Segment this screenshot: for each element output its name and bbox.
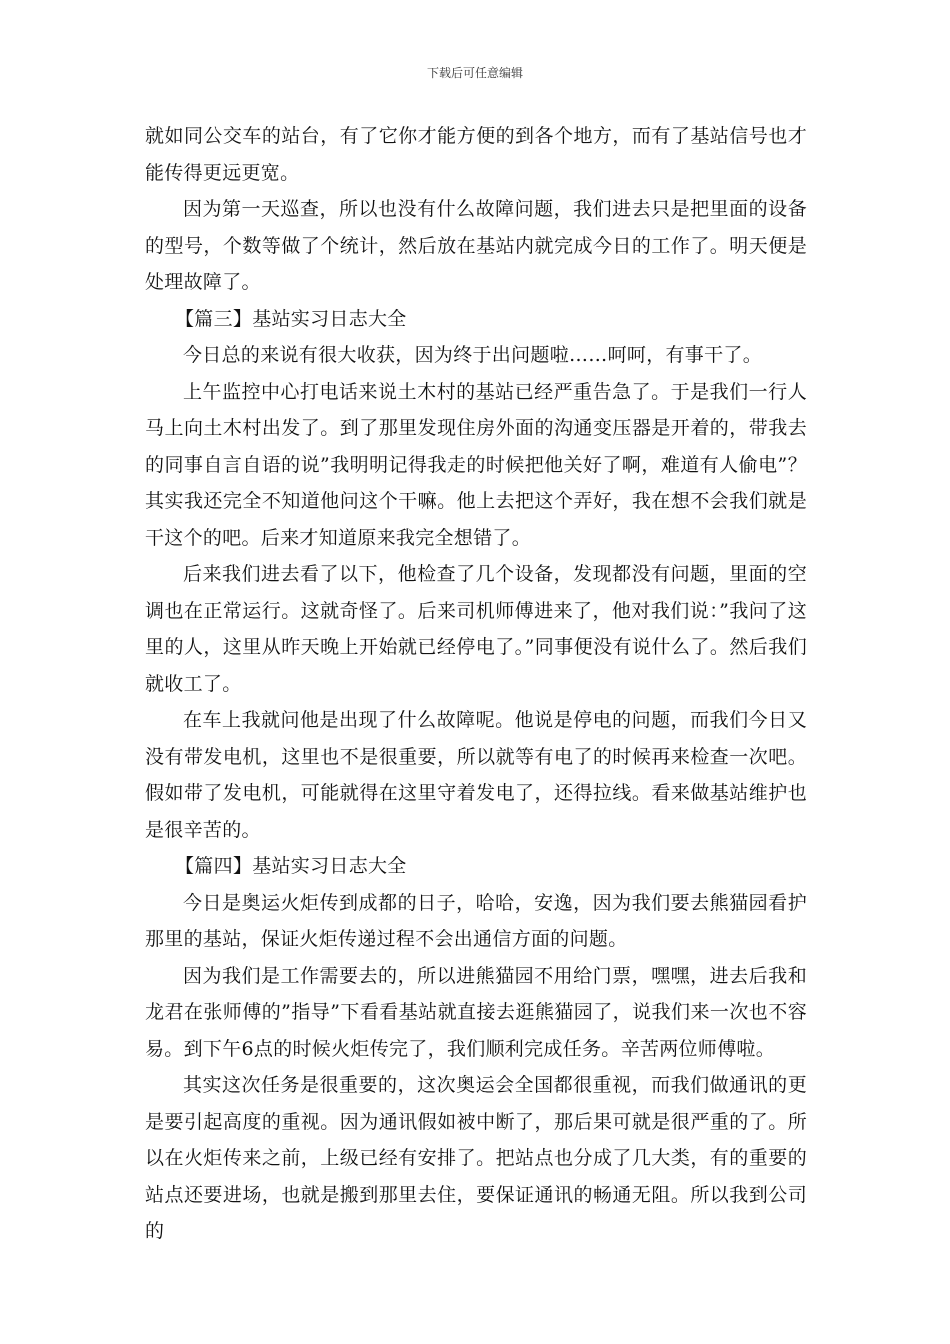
paragraph: 今日是奥运火炬传到成都的日子，哈哈，安逸，因为我们要去熊猫园看护那里的基站，保证火炬传递过程不会出通信方面的问题。: [145, 891, 807, 950]
paragraph: 今日总的来说有很大收获，因为终于出问题啦……呵呵，有事干了。: [183, 344, 763, 366]
section-heading: 【篇三】基站实习日志大全: [175, 307, 407, 330]
paragraph-continued: 就如同公交车的站台，有了它你才能方便的到各个地方，而有了基站信号也才能传得更远更宽。: [145, 125, 807, 184]
section-heading: 【篇四】基站实习日志大全: [175, 855, 407, 877]
document-body: [145, 118, 807, 1250]
paragraph: 其实这次任务是很重要的，这次奥运会全国都很重视，而我们做通讯的更是要引起高度的重视。因为通讯假如被中断了，那后果可就是很严重的了。所以在火炬传来之前，上级已经有安排了。把站点也分成了几大类，有的重要的站点还要进场，也就是搬到那里去住，要保证通讯的畅通无阻。所以我到公司的: [145, 1074, 807, 1242]
page-header: 下载后可任意编辑: [426, 66, 523, 80]
paragraph: 因为我们是工作需要去的，所以进熊猫园不用给门票，嘿嘿，进去后我和龙君在张师傅的”指导”下看看基站就直接去逛熊猫园了，说我们来一次也不容易。到下午6点的时候火炬传完了，我们顺利完成任务。辛苦两位师傅啦。: [145, 964, 807, 1060]
paragraph: 后来我们进去看了以下，他检查了几个设备，发现都没有问题，里面的空调也在正常运行。这就奇怪了。后来司机师傅进来了，他对我们说：”我问了这里的人，这里从昨天晚上开始就已经停电了。”同事便没有说什么了。然后我们就收工了。: [145, 563, 807, 695]
paragraph: 因为第一天巡查，所以也没有什么故障问题，我们进去只是把里面的设备的型号，个数等做了个统计，然后放在基站内就完成今日的工作了。明天便是处理故障了。: [145, 198, 807, 293]
paragraph: 在车上我就问他是出现了什么故障呢。他说是停电的问题，而我们今日又没有带发电机，这里也不是很重要，所以就等有电了的时候再来检查一次吧。假如带了发电机，可能就得在这里守着发电了，还得拉线。看来做基站维护也是很辛苦的。: [145, 709, 807, 841]
paragraph: 上午监控中心打电话来说土木村的基站已经严重告急了。于是我们一行人马上向土木村出发了。到了那里发现住房外面的沟通变压器是开着的，带我去的同事自言自语的说”我明明记得我走的时候把他关好了啊，难道有人偷电”？其实我还完全不知道他问这个干嘛。他上去把这个弄好，我在想不会我们就是干这个的吧。后来才知道原来我完全想错了。: [145, 380, 807, 549]
